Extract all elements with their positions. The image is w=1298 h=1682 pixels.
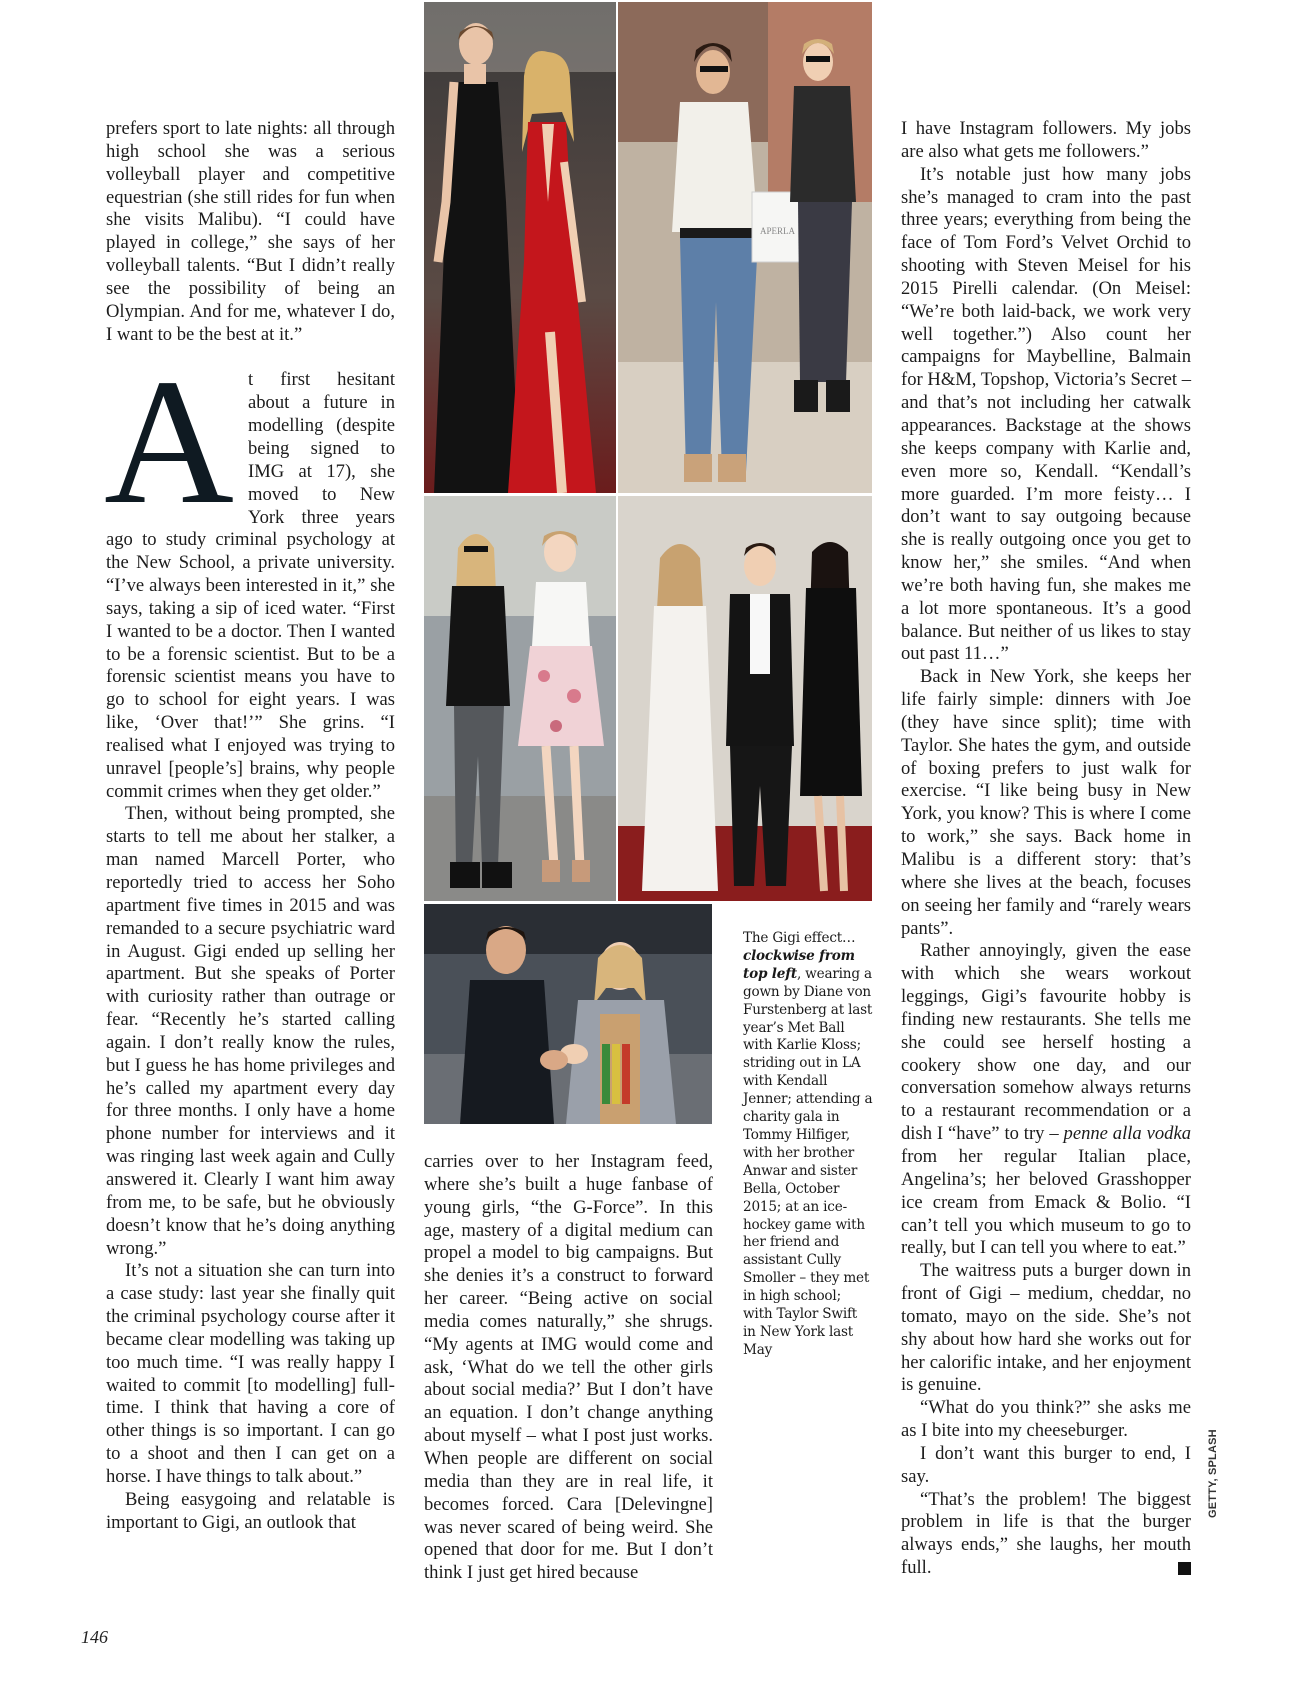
photo-la-street (618, 2, 872, 493)
photo-met-ball (424, 2, 616, 493)
paragraph-text: t first hesitant about a future in modelling (despite being signed to IMG at 17), she moved to New York three years ago to study criminal psychology at the New School, a private university. “I’ve always been interested in it,” she says, taking a sip of iced water. “First I wanted to be a doctor. Then I wanted to be a forensic scientist. But to be a forensic scientist means you have to go to school for eight years. I was like, ‘Over that!’” She grins. “I realised what I enjoyed was trying to unravel [people’s] brains, why people commit crimes when they get older.” (106, 369, 395, 802)
photo-caption (743, 930, 873, 1360)
article-column-3 (901, 118, 1191, 1580)
paragraph: prefers sport to late nights: all through high school she was a serious volleyball player and competitive equestrian (she still rides for fun when she visits Malibu). “I could have played in college,” she says of her volleyball talents. “But I didn’t really see the possibility of being an Olympian. And for me, whatever I do, I want to be the best at it.” (106, 118, 395, 345)
article-column-1 (106, 118, 395, 1534)
photo-taylor-swift-nyc (424, 496, 616, 901)
end-mark-icon (1178, 1562, 1191, 1575)
paragraph-text: Rather annoyingly, given the ease with which she wears workout leggings, Gigi’s favourite hobby is finding new restaurants. She tells me she could see herself hosting a cookery show one day, and our conversation somehow always returns to a restaurant recommendation or a dish I “have” to try – (901, 940, 1191, 1145)
paragraph-final (901, 1489, 1191, 1580)
dish-name: penne alla vodka (1063, 1123, 1191, 1145)
photo-charity-gala (618, 496, 872, 901)
page-number: 146 (81, 1627, 108, 1647)
caption-direction: clockwise from top left (743, 947, 855, 982)
paragraph-text: “That’s the problem! The biggest problem in life is that the burger always ends,” she laughs, her mouth full. (901, 1488, 1191, 1579)
paragraph: Being easygoing and relatable is important to Gigi, an outlook that (106, 1488, 395, 1533)
caption-body: , wearing a gown by Diane von Furstenberg at last year’s Met Ball with Karlie Kloss; striding out in LA with Kendall Jenner; attending a charity gala in Tommy Hilfiger, with her brother Anwar and sister Bella, October 2015; at an ice-hockey game with her friend and assistant Cully Smoller – they met in high school; with Taylor Swift in New York last May (743, 965, 873, 1358)
paragraph (901, 940, 1191, 1260)
caption-lead: The Gigi effect… (743, 930, 856, 946)
paragraph: It’s notable just how many jobs she’s managed to cram into the past three years; everything from being the face of Tom Ford’s Velvet Orchid to shooting with Steven Meisel for his 2015 Pirelli calendar. (On Meisel: “We’re both laid-back, we work very well together.”) Also count her campaigns for Maybelline, Balmain for H&M, Topshop, Victoria’s Secret – and that’s not including her catwalk appearances. Backstage at the shows she keeps company with Karlie and, even more so, Kendall. “Kendall’s more guarded. I’m more feisty… I don’t want to say outgoing because she is really outgoing once you get to know her,” she smiles. “And when we’re both having fun, she makes me a lot more spontaneous. It’s a good balance. But neither of us likes to stay out past 11…” (901, 163, 1191, 665)
paragraph: carries over to her Instagram feed, where she’s built a huge fanbase of young girls, “the G-Force”. In this age, mastery of a digital medium can propel a model to big campaigns. But she denies it’s a construct to forward her career. “Being active on social media comes naturally,” she shrugs. “My agents at IMG would come and ask, ‘What do we tell the other girls about social media?’ But I don’t have an equation. I don’t change anything about myself – what I post just works. When people are different on social media than they are in real life, it becomes forced. Cara [Delevingne] was never scared of being weird. She opened that door for me. But I don’t think I just get hired because (424, 1151, 713, 1584)
paragraph: It’s not a situation she can turn into a case study: last year she finally quit the criminal psychology course after it became clear modelling was taking up too much time. “I was really happy I waited to commit [to modelling] full-time. I think that having a core of other things is so important. I can go to a shoot and then I can get on a horse. I have things to talk about.” (106, 1260, 395, 1487)
paragraph: I don’t want this burger to end, I say. (901, 1442, 1191, 1487)
photo-credit: GETTY, SPLASH (1207, 1429, 1219, 1518)
paragraph-with-dropcap (104, 342, 395, 803)
paragraph: “What do you think?” she asks me as I bite into my cheeseburger. (901, 1397, 1191, 1442)
paragraph: I have Instagram followers. My jobs are also what gets me followers.” (901, 118, 1191, 162)
paragraph-text: from her regular Italian place, Angelina’s; her beloved Grasshopper ice cream from Emack & Bolio. “I can’t tell you which museum to go to really, but I can tell you where to eat.” (901, 1145, 1191, 1259)
bag-label: APERLA (760, 226, 796, 236)
paragraph: The waitress puts a burger down in front of Gigi – medium, cheddar, no tomato, mayo on the side. She’s not shy about how hard she works out for her calorific intake, and her enjoyment is genuine. (901, 1260, 1191, 1396)
paragraph: Then, without being prompted, she starts to tell me about her stalker, a man named Marcell Porter, who reportedly tried to access her Soho apartment five times in 2015 and was remanded to a secure psychiatric ward in August. Gigi ended up selling her apartment. But she speaks of Porter with curiosity rather than outrage or fear. “Recently he’s started calling again. I don’t really know the rules, but I guess he has home privileges and he’s called my apartment every day for three months. I only have a home phone number for interviews and it was ringing last week again and Cully answered it. Clearly I want him away from me, to be safe, but he obviously doesn’t know that he’s doing anything wrong.” (106, 803, 395, 1259)
drop-cap: A (104, 342, 234, 542)
photo-ice-hockey (424, 904, 712, 1124)
paragraph: Back in New York, she keeps her life fairly simple: dinners with Joe (they have since split); time with Taylor. She hates the gym, and outside of boxing prefers to just walk for exercise. “I like being busy in New York, you know? This is where I come to work,” she says. Back home in Malibu is a different story: that’s where she lives at the beach, focuses on seeing her family and “rarely wears pants”. (901, 666, 1191, 939)
article-column-2 (424, 1151, 713, 1585)
